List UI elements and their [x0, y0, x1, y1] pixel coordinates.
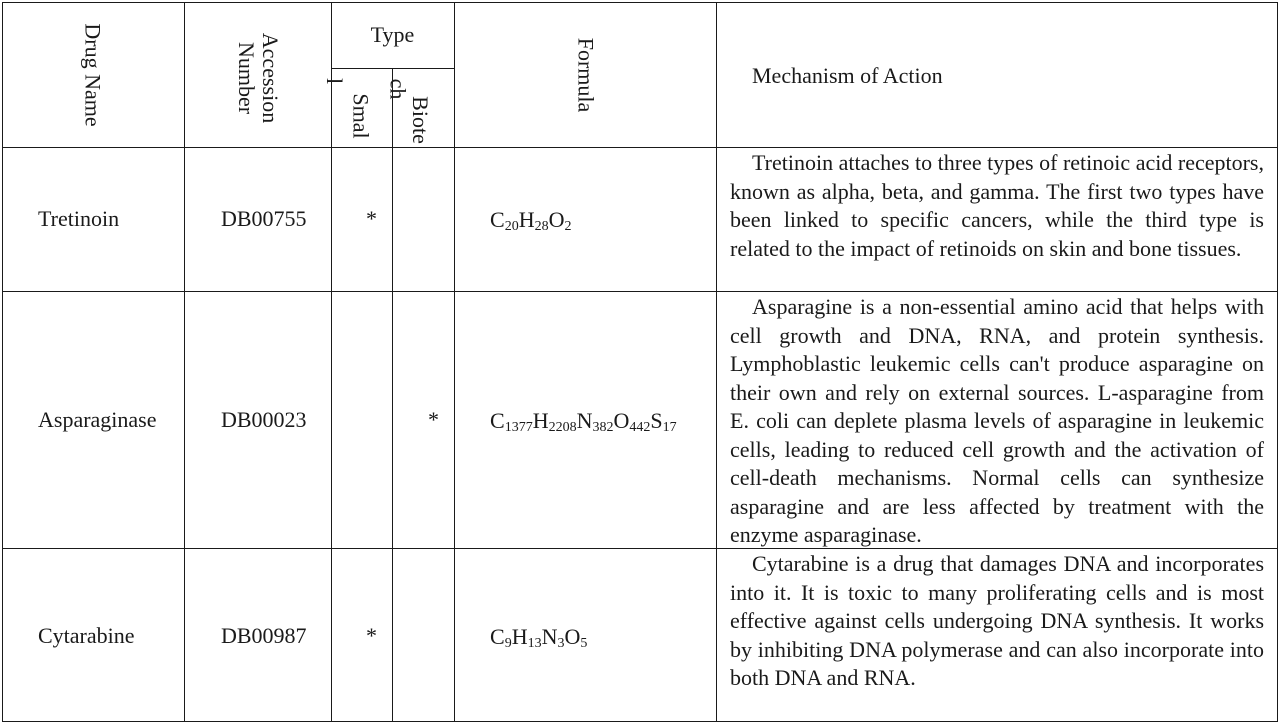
accession-number: DB00755 — [221, 206, 307, 231]
formula: $C_9H_{13}N_3O_5$ — [490, 624, 588, 651]
header-mechanism: Mechanism of Action — [752, 63, 943, 88]
formula-subscript: 3 — [557, 636, 565, 651]
table-border-bottom — [2, 721, 1278, 722]
accession-number: DB00987 — [221, 623, 307, 648]
header-drug-name: Drug Name — [81, 22, 106, 127]
mechanism-text: Asparagine is a non-essential amino acid that helps with cell growth and DNA, RNA, and protein synthesis. Lymphoblastic leukemic cells can't produce asparagine on their own and rely on external sources. L-asparagine from E. coli can deplete plasma levels of asparagine in leukemic cells, leading to reduced cell growth and the activation of cell-death mechanisms. Normal cells can synthesize asparagine and are less affected by treatment with the enzyme asparaginase. — [730, 294, 1264, 547]
header-small-wrap: l — [322, 77, 348, 85]
formula: $C_{20}H_{28}O_2$ — [490, 207, 572, 234]
header-type-cell — [331, 2, 454, 68]
header-type: Type — [370, 22, 415, 47]
drug-name: Tretinoin — [38, 206, 120, 231]
header-accession: Accession Number — [233, 32, 283, 124]
mechanism-text: Tretinoin attaches to three types of retinoic acid receptors, known as alpha, beta, and gamma. The first two types have been linked to specific cancers, while the third type is related to the impact of retinoids on skin and bone tissues. — [730, 150, 1264, 261]
small-molecule-mark: * — [366, 623, 377, 648]
header-small-cell — [322, 69, 392, 147]
formula-subscript: 442 — [629, 420, 651, 435]
header-formula: Formula — [573, 37, 598, 112]
header-formula-cell — [454, 2, 716, 147]
formula-subscript: 382 — [592, 420, 614, 435]
formula-subscript: 17 — [662, 420, 677, 435]
header-drug-name-cell — [2, 2, 184, 147]
mechanism-text: Cytarabine is a drug that damages DNA and incorporates into it. It is toxic to many proliferating cells and is most effective against cells undergoing DNA synthesis. It works by inhibiting DNA polymerase and can also incorporate into both DNA and RNA. — [730, 551, 1264, 690]
formula-subscript: 5 — [580, 636, 588, 651]
header-biotech-cell — [385, 69, 454, 147]
header-biotech: Biote — [407, 96, 433, 144]
formula-subscript: 9 — [504, 636, 512, 651]
biotech-mark: * — [428, 407, 439, 432]
small-molecule-mark: * — [366, 206, 377, 231]
accession-number: DB00023 — [221, 407, 307, 432]
header-biotech-wrap: ch — [385, 78, 411, 100]
header-accession-cell — [184, 2, 331, 147]
formula-subscript: 1377 — [504, 420, 533, 435]
drug-name: Asparaginase — [38, 407, 157, 432]
formula-subscript: 2208 — [548, 420, 577, 435]
header-mechanism-cell — [716, 2, 1277, 147]
formula: $C_{1377}H_{2208}N_{382}O_{442}S_{17}$ — [490, 408, 677, 435]
formula-subscript: 28 — [534, 219, 549, 234]
header-small: Smal — [348, 93, 374, 139]
table-border-right — [1277, 2, 1278, 722]
formula-subscript: 2 — [564, 219, 572, 234]
drug-name: Cytarabine — [38, 623, 135, 648]
formula-subscript: 20 — [504, 219, 519, 234]
formula-subscript: 13 — [527, 636, 542, 651]
col-divider-small — [392, 68, 393, 722]
